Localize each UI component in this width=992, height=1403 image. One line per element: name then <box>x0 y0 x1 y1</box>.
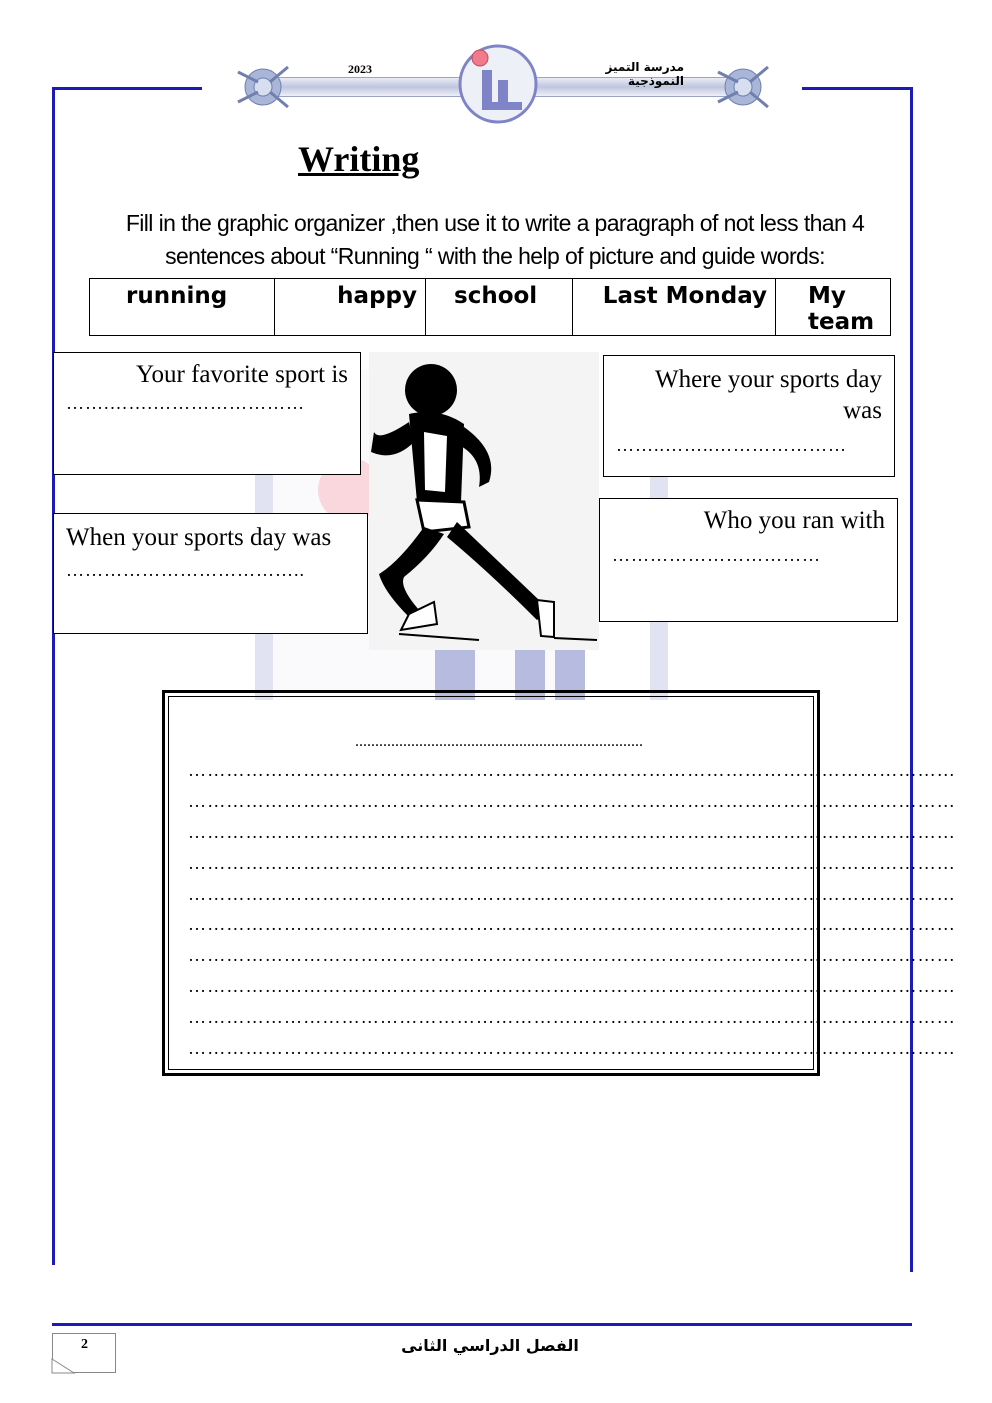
frame-top-left <box>52 87 202 90</box>
frame-right <box>910 87 913 1272</box>
where-box <box>603 355 895 477</box>
paragraph-line[interactable]: ………………………………………………………………………………………………………… <box>188 791 956 811</box>
header-school-name: مدرسة التميز النموذجية <box>605 60 684 88</box>
paragraph-title-blank[interactable]: ........................................................................ <box>355 733 643 750</box>
paragraph-line[interactable]: ………………………………………………………………………………………………………… <box>188 914 956 934</box>
paragraph-line[interactable]: ………………………………………………………………………………………………………… <box>188 853 956 873</box>
guide-word: My team <box>776 279 891 336</box>
guide-word: happy <box>275 279 426 336</box>
favorite-sport-box <box>53 352 361 475</box>
flower-right-icon <box>708 52 778 122</box>
where-prompt: Where your sports day was <box>654 366 882 424</box>
when-prompt: When your sports day was <box>66 524 332 551</box>
school-logo-icon <box>458 44 538 124</box>
footer-term: الفصل الدراسي الثانى <box>401 1336 579 1355</box>
who-prompt: Who you ran with <box>703 507 885 534</box>
runner-icon <box>369 352 599 650</box>
frame-left <box>52 87 55 1265</box>
paragraph-line[interactable]: ………………………………………………………………………………………………………… <box>188 1038 956 1058</box>
paragraph-line[interactable]: ………………………………………………………………………………………………………… <box>188 760 956 780</box>
frame-top-right <box>802 87 912 90</box>
header-year: 2023 <box>348 62 372 76</box>
runner-picture <box>369 352 599 650</box>
favorite-sport-blank[interactable]: …….…….…………………… <box>66 393 305 413</box>
paragraph-line[interactable]: ………………………………………………………………………………………………………… <box>188 1007 956 1027</box>
page-title: Writing <box>298 139 420 179</box>
guide-word: Last Monday <box>573 279 776 336</box>
paragraph-line[interactable]: ………………………………………………………………………………………………………… <box>188 884 956 904</box>
guide-word: running <box>90 279 275 336</box>
footer-line <box>52 1323 912 1326</box>
header-banner <box>228 44 778 126</box>
when-blank[interactable]: ……………………………….. <box>66 560 305 580</box>
who-box <box>599 498 898 622</box>
paragraph-line[interactable]: ………………………………………………………………………………………………………… <box>188 822 956 842</box>
who-blank[interactable]: …………………………… <box>612 545 821 565</box>
page-number: 2 <box>81 1337 88 1352</box>
where-blank[interactable]: ……..……..………………… <box>616 435 847 455</box>
paragraph-line[interactable]: ………………………………………………………………………………………………………… <box>188 976 956 996</box>
guide-words-table <box>89 278 891 336</box>
paragraph-line[interactable]: ………………………………………………………………………………………………………… <box>188 945 956 965</box>
flower-left-icon <box>228 52 298 122</box>
page-number-box <box>52 1333 116 1373</box>
when-box <box>53 513 368 634</box>
guide-word: school <box>426 279 573 336</box>
page-curl-icon <box>52 1359 74 1373</box>
favorite-sport-prompt: Your favorite sport is <box>135 361 348 388</box>
instructions: Fill in the graphic organizer ,then use it to write a paragraph of not less than 4 sentences about “Running “ with the help of picture and guide words: <box>125 210 865 269</box>
